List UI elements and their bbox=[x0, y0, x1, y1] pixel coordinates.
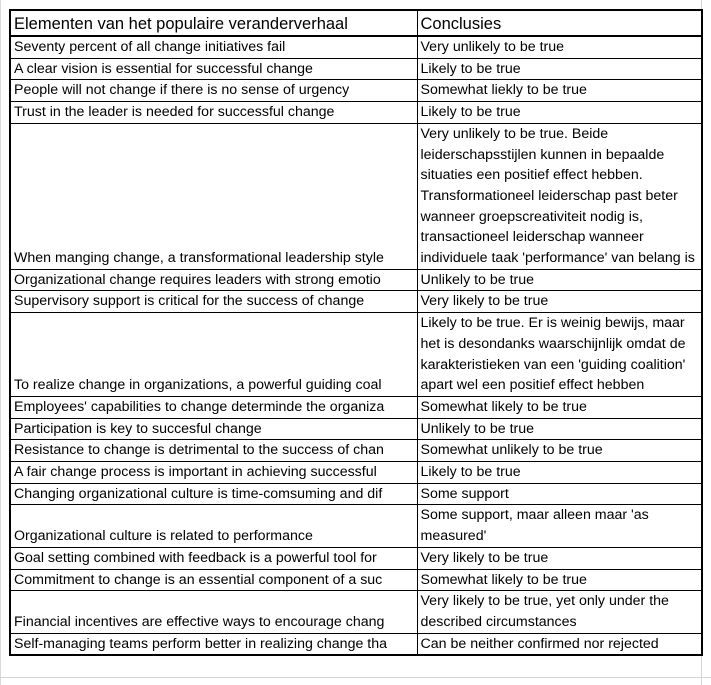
table-row bbox=[10, 123, 702, 269]
conclusion-cell[interactable]: Very likely to be true, yet only under the described circumstances bbox=[417, 591, 702, 633]
conclusion-cell[interactable]: Unlikely to be true bbox=[417, 269, 702, 291]
table-row bbox=[10, 547, 702, 569]
table-row bbox=[10, 418, 702, 440]
element-cell[interactable]: Financial incentives are effective ways to encourage chang bbox=[10, 591, 417, 633]
element-cell[interactable]: Resistance to change is detrimental to the success of chan bbox=[10, 440, 417, 462]
conclusion-cell[interactable]: Can be neither confirmed nor rejected bbox=[417, 633, 702, 655]
element-cell[interactable]: People will not change if there is no sense of urgency bbox=[10, 80, 417, 102]
conclusion-cell[interactable]: Very unlikely to be true bbox=[417, 36, 702, 58]
table-row bbox=[10, 58, 702, 80]
element-cell[interactable]: When manging change, a transformational leadership style bbox=[10, 123, 417, 269]
conclusion-cell[interactable]: Likely to be true bbox=[417, 58, 702, 80]
element-cell[interactable]: A clear vision is essential for successful change bbox=[10, 58, 417, 80]
table-row bbox=[10, 102, 702, 124]
conclusion-cell[interactable]: Somewhat likely to be true bbox=[417, 396, 702, 418]
table-row bbox=[10, 80, 702, 102]
table-row bbox=[10, 291, 702, 313]
table-row bbox=[10, 462, 702, 484]
table-row bbox=[10, 483, 702, 505]
element-cell[interactable]: Seventy percent of all change initiatives fail bbox=[10, 36, 417, 58]
table-row bbox=[10, 269, 702, 291]
conclusion-cell[interactable]: Somewhat liekly to be true bbox=[417, 80, 702, 102]
element-cell[interactable]: Supervisory support is critical for the success of change bbox=[10, 291, 417, 313]
conclusion-cell[interactable]: Very likely to be true bbox=[417, 547, 702, 569]
conclusion-cell[interactable]: Very unlikely to be true. Beide leiderschapsstijlen kunnen in bepaalde situaties een positief effect hebben. Transformationeel leiderschap past beter wanneer groepscreativiteit nodig is, transactioneel leiderschap wanneer individuele taak 'performance' van belang is bbox=[417, 123, 702, 269]
table-row bbox=[10, 396, 702, 418]
table-row bbox=[10, 591, 702, 633]
element-cell[interactable]: Employees' capabilities to change determinde the organiza bbox=[10, 396, 417, 418]
element-cell[interactable]: A fair change process is important in achieving successful bbox=[10, 462, 417, 484]
element-cell[interactable]: Changing organizational culture is time-comsuming and dif bbox=[10, 483, 417, 505]
table-row bbox=[10, 569, 702, 591]
conclusion-cell[interactable]: Likely to be true bbox=[417, 462, 702, 484]
conclusion-cell[interactable]: Very likely to be true bbox=[417, 291, 702, 313]
conclusion-cell[interactable]: Likely to be true bbox=[417, 102, 702, 124]
table-row bbox=[10, 36, 702, 58]
conclusion-cell[interactable]: Unlikely to be true bbox=[417, 418, 702, 440]
conclusion-cell[interactable]: Some support bbox=[417, 483, 702, 505]
conclusion-cell[interactable]: Some support, maar alleen maar 'as measured' bbox=[417, 505, 702, 547]
conclusions-table bbox=[9, 9, 703, 656]
element-cell[interactable]: Participation is key to succesful change bbox=[10, 418, 417, 440]
column-header-elements[interactable]: Elementen van het populaire veranderverhaal bbox=[10, 10, 417, 36]
table-row bbox=[10, 440, 702, 462]
element-cell[interactable]: Goal setting combined with feedback is a powerful tool for bbox=[10, 547, 417, 569]
table-row bbox=[10, 313, 702, 397]
conclusion-cell[interactable]: Somewhat likely to be true bbox=[417, 569, 702, 591]
element-cell[interactable]: To realize change in organizations, a powerful guiding coal bbox=[10, 313, 417, 397]
element-cell[interactable]: Organizational change requires leaders with strong emotio bbox=[10, 269, 417, 291]
element-cell[interactable]: Trust in the leader is needed for successful change bbox=[10, 102, 417, 124]
header-row bbox=[10, 10, 702, 36]
element-cell[interactable]: Self-managing teams perform better in realizing change tha bbox=[10, 633, 417, 655]
gridline-bottom bbox=[0, 677, 711, 678]
element-cell[interactable]: Organizational culture is related to performance bbox=[10, 505, 417, 547]
conclusion-cell[interactable]: Likely to be true. Er is weinig bewijs, maar het is desondanks waarschijnlijk omdat de karakteristieken van een 'guiding coalition' apart wel een positief effect hebben bbox=[417, 313, 702, 397]
table-row bbox=[10, 633, 702, 655]
element-cell[interactable]: Commitment to change is an essential component of a suc bbox=[10, 569, 417, 591]
conclusion-cell[interactable]: Somewhat unlikely to be true bbox=[417, 440, 702, 462]
column-header-conclusions[interactable]: Conclusies bbox=[417, 10, 702, 36]
table-row bbox=[10, 505, 702, 547]
